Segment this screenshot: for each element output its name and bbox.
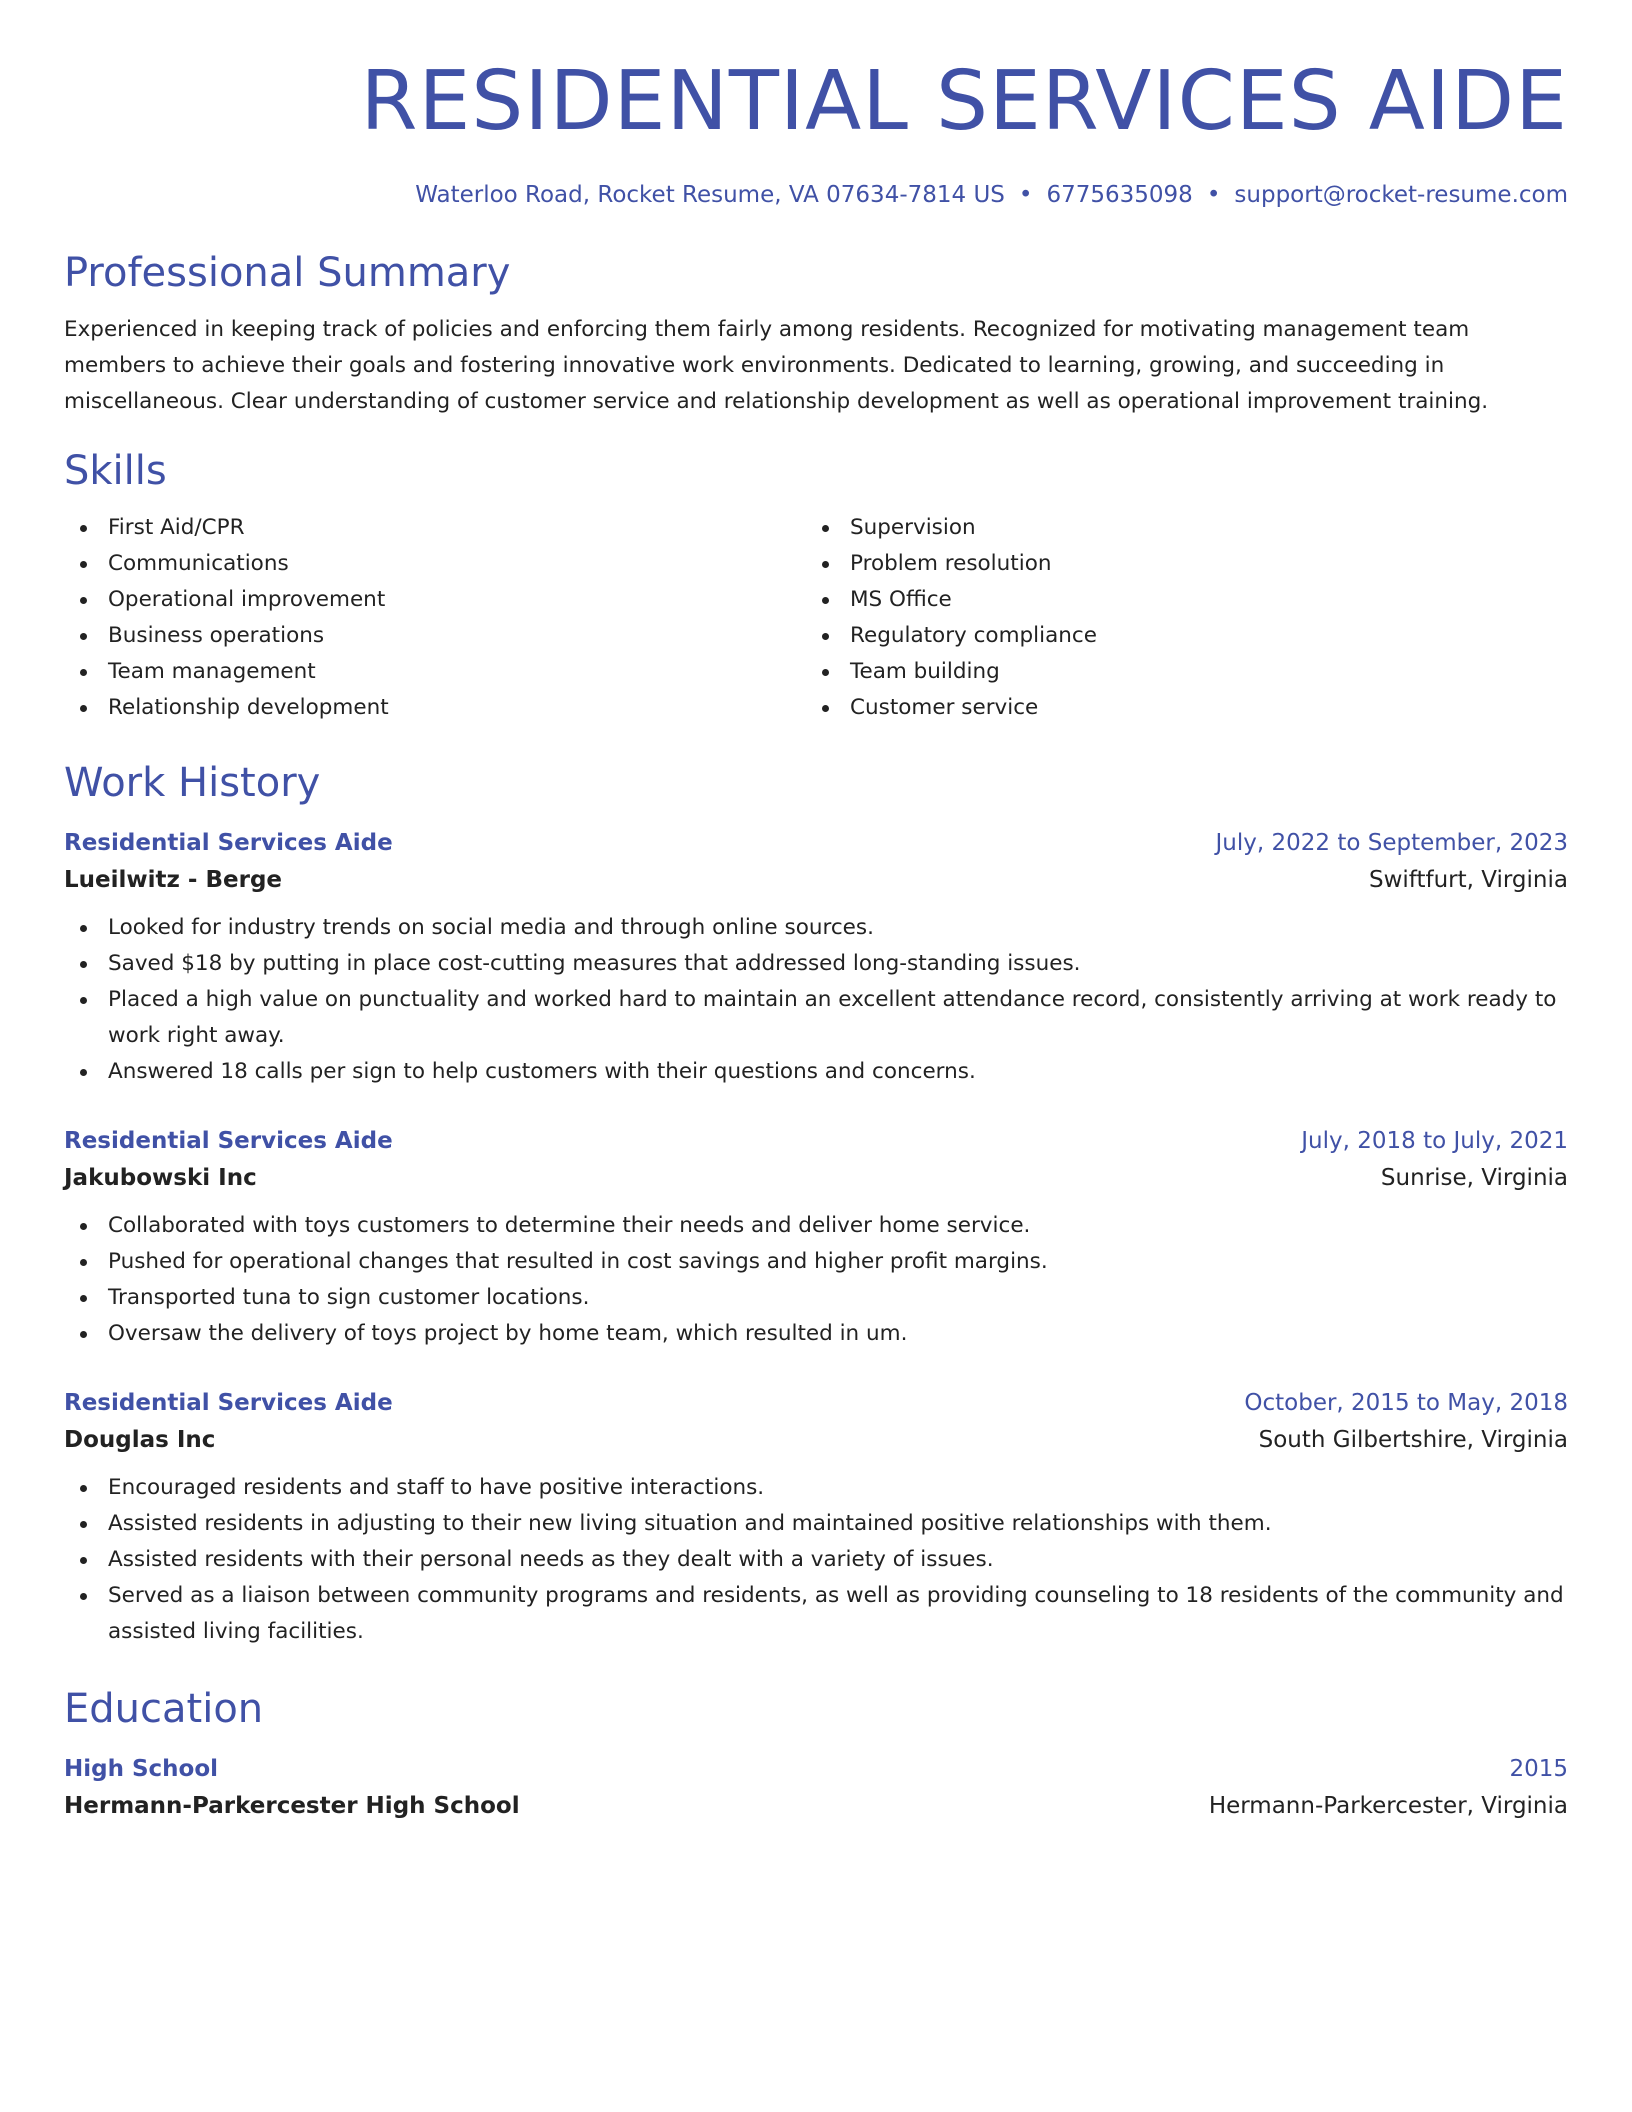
education-location: Hermann-Parkercester, Virginia bbox=[1208, 1793, 1568, 1819]
job-bullet: Collaborated with toys customers to determine their needs and deliver home service. bbox=[64, 1208, 1568, 1244]
skill-item: Customer service bbox=[806, 690, 1548, 726]
job-dates: July, 2022 to September, 2023 bbox=[1215, 830, 1568, 856]
job-company-row bbox=[64, 1158, 1568, 1198]
job-bullet: Placed a high value on punctuality and worked hard to maintain an excellent attendance record, consistently arriving at work ready to work right away. bbox=[64, 982, 1568, 1054]
education-heading: Education bbox=[64, 1686, 264, 1732]
job-bullet: Assisted residents in adjusting to their new living situation and maintained positive relationships with them. bbox=[64, 1506, 1568, 1542]
job-bullet: Answered 18 calls per sign to help customers with their questions and concerns. bbox=[64, 1054, 1568, 1090]
skills-right-column bbox=[806, 510, 1548, 726]
job-company: Jakubowski Inc bbox=[64, 1165, 257, 1191]
job-company-row bbox=[64, 860, 1568, 900]
job-company: Douglas Inc bbox=[64, 1427, 216, 1453]
contact-separator: • bbox=[1206, 182, 1221, 208]
job-bullet: Encouraged residents and staff to have positive interactions. bbox=[64, 1470, 1568, 1506]
skill-item: Supervision bbox=[806, 510, 1548, 546]
job-dates: July, 2018 to July, 2021 bbox=[1301, 1128, 1568, 1154]
skill-item: MS Office bbox=[806, 582, 1548, 618]
job-bullet: Served as a liaison between community programs and residents, as well as providing counseling to 18 residents of the community and assisted living facilities. bbox=[64, 1578, 1568, 1650]
job-company: Lueilwitz - Berge bbox=[64, 867, 283, 893]
skill-item: First Aid/CPR bbox=[64, 510, 806, 546]
education-school-row bbox=[64, 1786, 1568, 1826]
job-header-row bbox=[64, 1124, 1568, 1158]
contact-separator: • bbox=[1018, 182, 1033, 208]
skill-item: Business operations bbox=[64, 618, 806, 654]
education-degree: High School bbox=[64, 1756, 219, 1782]
skill-item: Relationship development bbox=[64, 690, 806, 726]
contact-email[interactable]: support@rocket-resume.com bbox=[1234, 182, 1568, 208]
job-bullets bbox=[64, 1470, 1568, 1650]
job-company-row bbox=[64, 1420, 1568, 1460]
education-school: Hermann-Parkercester High School bbox=[64, 1793, 520, 1819]
job-role: Residential Services Aide bbox=[64, 1390, 393, 1416]
resume-page bbox=[64, 52, 1568, 1826]
job-location: South Gilbertshire, Virginia bbox=[1258, 1427, 1568, 1453]
skill-item: Team building bbox=[806, 654, 1548, 690]
job-location: Sunrise, Virginia bbox=[1380, 1165, 1568, 1191]
job-dates: October, 2015 to May, 2018 bbox=[1244, 1390, 1568, 1416]
job-bullet: Assisted residents with their personal needs as they dealt with a variety of issues. bbox=[64, 1542, 1568, 1578]
job-role: Residential Services Aide bbox=[64, 830, 393, 856]
job-entry bbox=[64, 1124, 1568, 1352]
skills-left-column bbox=[64, 510, 806, 726]
skills-columns bbox=[64, 510, 1568, 726]
skill-item: Operational improvement bbox=[64, 582, 806, 618]
job-header-row bbox=[64, 1386, 1568, 1420]
skill-item: Regulatory compliance bbox=[806, 618, 1548, 654]
job-bullets bbox=[64, 1208, 1568, 1352]
contact-address: Waterloo Road, Rocket Resume, VA 07634-7814 US bbox=[415, 182, 1005, 208]
job-role: Residential Services Aide bbox=[64, 1128, 393, 1154]
education-entry bbox=[64, 1752, 1568, 1826]
job-bullet: Looked for industry trends on social media and through online sources. bbox=[64, 910, 1568, 946]
contact-line bbox=[64, 178, 1568, 212]
job-bullet: Saved $18 by putting in place cost-cutting measures that addressed long-standing issues. bbox=[64, 946, 1568, 982]
candidate-name: RESIDENTIAL SERVICES AIDE bbox=[360, 54, 1568, 149]
education-year: 2015 bbox=[1509, 1756, 1568, 1782]
job-entry bbox=[64, 1386, 1568, 1650]
summary-text: Experienced in keeping track of policies and enforcing them fairly among residents. Recognized for motivating management team members to achieve their goals and fostering innovative work environments. Dedicated to learning, growing, and succeeding in miscellaneous. Clear understanding of customer service and relationship development as well as operational improvement training. bbox=[64, 317, 1489, 414]
contact-phone: 6775635098 bbox=[1046, 182, 1193, 208]
work-history-heading: Work History bbox=[64, 760, 321, 806]
skill-item: Communications bbox=[64, 546, 806, 582]
job-bullet: Transported tuna to sign customer locations. bbox=[64, 1280, 1568, 1316]
skill-item: Problem resolution bbox=[806, 546, 1548, 582]
summary-heading: Professional Summary bbox=[64, 250, 511, 296]
job-bullets bbox=[64, 910, 1568, 1090]
job-entry bbox=[64, 826, 1568, 1090]
skills-heading: Skills bbox=[64, 448, 167, 494]
job-header-row bbox=[64, 826, 1568, 860]
education-header-row bbox=[64, 1752, 1568, 1786]
job-bullet: Pushed for operational changes that resulted in cost savings and higher profit margins. bbox=[64, 1244, 1568, 1280]
job-bullet: Oversaw the delivery of toys project by home team, which resulted in um. bbox=[64, 1316, 1568, 1352]
skill-item: Team management bbox=[64, 654, 806, 690]
job-location: Swiftfurt, Virginia bbox=[1368, 867, 1568, 893]
